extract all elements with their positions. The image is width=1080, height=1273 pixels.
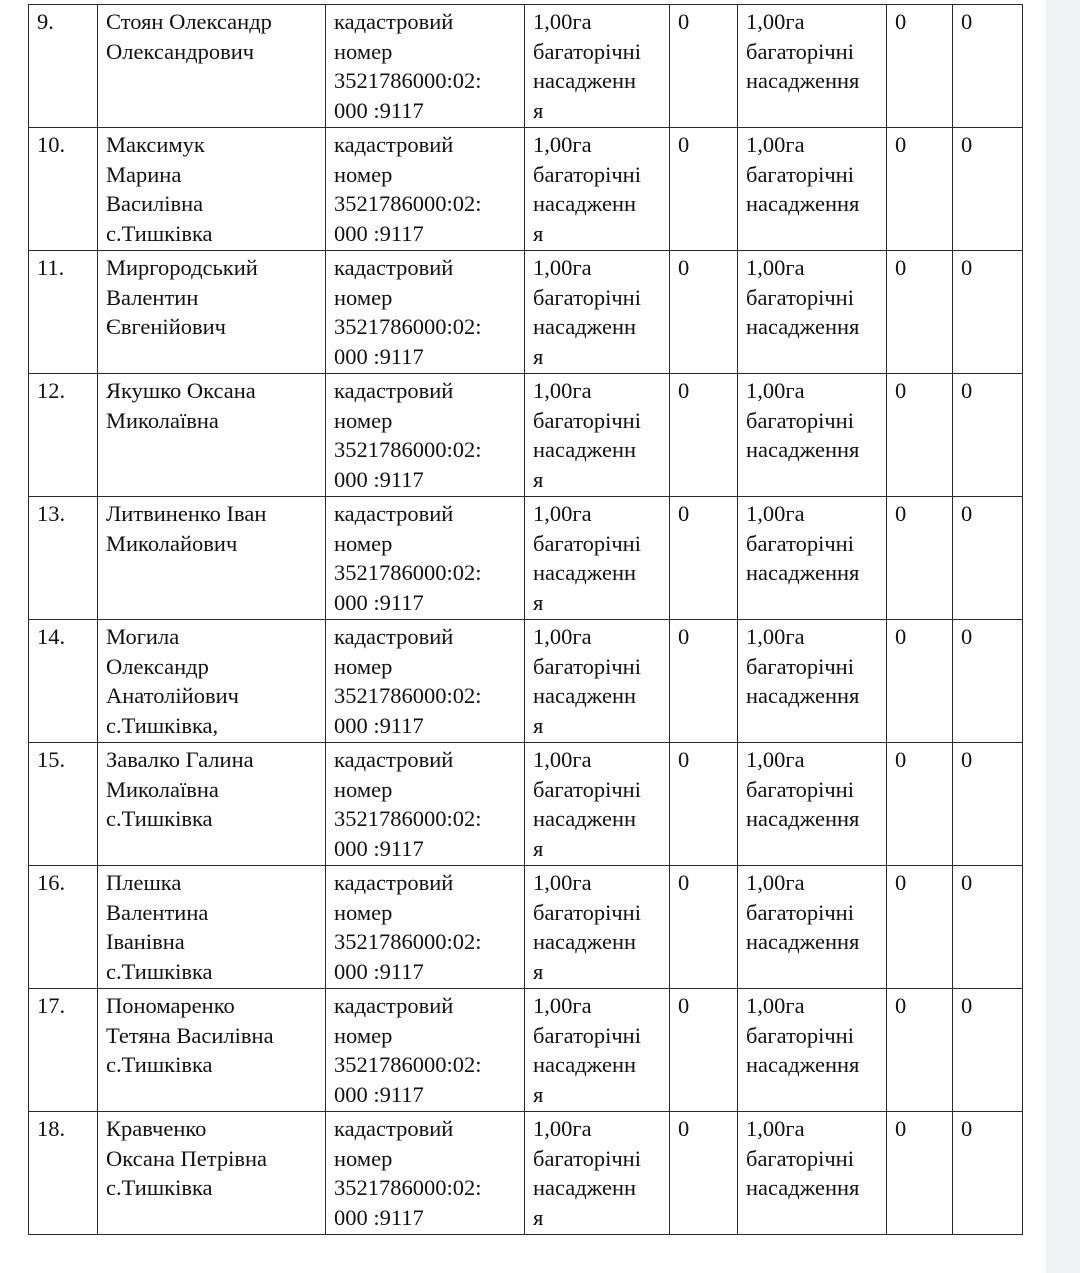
- row-number-cell: [29, 866, 98, 989]
- owner-name-cell: [98, 251, 326, 374]
- area-cell-second-text: 1,00га багаторічні насадження: [746, 993, 860, 1077]
- row-number-cell-text: 17.: [37, 993, 66, 1018]
- cadastral-number-cell: [326, 989, 525, 1112]
- table-row: [29, 620, 1023, 743]
- zero-value-cell-third-text: 0: [961, 378, 973, 403]
- scrollbar-track[interactable]: [1046, 0, 1080, 1273]
- table-row: [29, 1112, 1023, 1235]
- zero-value-cell: [670, 1112, 738, 1235]
- area-cell-text: 1,00га багаторічні насадженн я: [533, 993, 641, 1107]
- zero-value-cell-text: 0: [678, 255, 690, 280]
- zero-value-cell-text: 0: [678, 993, 690, 1018]
- area-cell: [525, 5, 670, 128]
- row-number-cell: [29, 251, 98, 374]
- cadastral-number-cell-text: кадастровий номер 3521786000:02: 000 :9117: [334, 501, 482, 615]
- zero-value-cell-third-text: 0: [961, 255, 973, 280]
- zero-value-cell-second-text: 0: [895, 501, 907, 526]
- owner-name-cell: [98, 989, 326, 1112]
- row-number-cell-text: 10.: [37, 132, 66, 157]
- owner-name-cell-text: Пономаренко Тетяна Василівна с.Тишківка: [106, 993, 274, 1077]
- cadastral-number-cell: [326, 128, 525, 251]
- table-body: [29, 5, 1023, 1235]
- row-number-cell: [29, 620, 98, 743]
- row-number-cell: [29, 374, 98, 497]
- area-cell-text: 1,00га багаторічні насадженн я: [533, 9, 641, 123]
- owner-name-cell: [98, 1112, 326, 1235]
- row-number-cell: [29, 5, 98, 128]
- zero-value-cell-second-text: 0: [895, 132, 907, 157]
- cadastral-number-cell-text: кадастровий номер 3521786000:02: 000 :9117: [334, 993, 482, 1107]
- area-cell-text: 1,00га багаторічні насадженн я: [533, 1116, 641, 1230]
- area-cell: [525, 866, 670, 989]
- land-parcel-table: [28, 4, 1023, 1235]
- owner-name-cell-text: Максимук Марина Василівна с.Тишківка: [106, 132, 213, 246]
- zero-value-cell-third-text: 0: [961, 1116, 973, 1141]
- zero-value-cell-text: 0: [678, 1116, 690, 1141]
- cadastral-number-cell-text: кадастровий номер 3521786000:02: 000 :9117: [334, 378, 482, 492]
- zero-value-cell-third-text: 0: [961, 747, 973, 772]
- zero-value-cell-second: [887, 866, 953, 989]
- zero-value-cell-third-text: 0: [961, 501, 973, 526]
- owner-name-cell: [98, 497, 326, 620]
- area-cell: [525, 374, 670, 497]
- table-row: [29, 374, 1023, 497]
- owner-name-cell: [98, 620, 326, 743]
- zero-value-cell-third-text: 0: [961, 870, 973, 895]
- area-cell-text: 1,00га багаторічні насадженн я: [533, 132, 641, 246]
- row-number-cell: [29, 497, 98, 620]
- zero-value-cell: [670, 128, 738, 251]
- zero-value-cell-second-text: 0: [895, 870, 907, 895]
- area-cell-text: 1,00га багаторічні насадженн я: [533, 378, 641, 492]
- zero-value-cell-second-text: 0: [895, 747, 907, 772]
- zero-value-cell-third: [953, 128, 1023, 251]
- area-cell: [525, 251, 670, 374]
- cadastral-number-cell: [326, 866, 525, 989]
- zero-value-cell-third: [953, 1112, 1023, 1235]
- row-number-cell-text: 12.: [37, 378, 66, 403]
- area-cell-second-text: 1,00га багаторічні насадження: [746, 378, 860, 462]
- table-row: [29, 743, 1023, 866]
- zero-value-cell-second: [887, 620, 953, 743]
- cadastral-number-cell: [326, 743, 525, 866]
- row-number-cell-text: 16.: [37, 870, 66, 895]
- zero-value-cell-third: [953, 743, 1023, 866]
- zero-value-cell-third: [953, 620, 1023, 743]
- area-cell-text: 1,00га багаторічні насадженн я: [533, 501, 641, 615]
- area-cell-second: [738, 1112, 887, 1235]
- owner-name-cell-text: Плешка Валентина Іванівна с.Тишківка: [106, 870, 213, 984]
- area-cell-second-text: 1,00га багаторічні насадження: [746, 9, 860, 93]
- zero-value-cell-second-text: 0: [895, 9, 907, 34]
- zero-value-cell: [670, 989, 738, 1112]
- area-cell-second: [738, 743, 887, 866]
- zero-value-cell: [670, 866, 738, 989]
- table-row: [29, 128, 1023, 251]
- area-cell-second-text: 1,00га багаторічні насадження: [746, 747, 860, 831]
- row-number-cell: [29, 128, 98, 251]
- area-cell-second: [738, 374, 887, 497]
- row-number-cell: [29, 1112, 98, 1235]
- owner-name-cell-text: Кравченко Оксана Петрівна с.Тишківка: [106, 1116, 268, 1200]
- owner-name-cell-text: Якушко Оксана Миколаївна: [106, 378, 256, 433]
- owner-name-cell-text: Стоян Олександр Олександрович: [106, 9, 272, 64]
- cadastral-number-cell-text: кадастровий номер 3521786000:02: 000 :9117: [334, 624, 482, 738]
- area-cell-second-text: 1,00га багаторічні насадження: [746, 870, 860, 954]
- row-number-cell-text: 13.: [37, 501, 66, 526]
- zero-value-cell-text: 0: [678, 132, 690, 157]
- zero-value-cell: [670, 497, 738, 620]
- owner-name-cell-text: Могила Олександр Анатолійович с.Тишківка,: [106, 624, 239, 738]
- zero-value-cell-second: [887, 251, 953, 374]
- area-cell: [525, 620, 670, 743]
- zero-value-cell-third: [953, 251, 1023, 374]
- area-cell-text: 1,00га багаторічні насадженн я: [533, 624, 641, 738]
- cadastral-number-cell: [326, 620, 525, 743]
- area-cell-second-text: 1,00га багаторічні насадження: [746, 1116, 860, 1200]
- owner-name-cell: [98, 866, 326, 989]
- cadastral-number-cell: [326, 374, 525, 497]
- area-cell-second-text: 1,00га багаторічні насадження: [746, 255, 860, 339]
- zero-value-cell-second: [887, 743, 953, 866]
- zero-value-cell: [670, 5, 738, 128]
- area-cell-second: [738, 5, 887, 128]
- area-cell-second-text: 1,00га багаторічні насадження: [746, 132, 860, 216]
- zero-value-cell-third: [953, 866, 1023, 989]
- owner-name-cell-text: Миргородський Валентин Євгенійович: [106, 255, 258, 339]
- area-cell-second: [738, 251, 887, 374]
- zero-value-cell-text: 0: [678, 870, 690, 895]
- cadastral-number-cell: [326, 1112, 525, 1235]
- row-number-cell: [29, 743, 98, 866]
- cadastral-number-cell-text: кадастровий номер 3521786000:02: 000 :9117: [334, 870, 482, 984]
- row-number-cell-text: 15.: [37, 747, 66, 772]
- zero-value-cell: [670, 620, 738, 743]
- zero-value-cell-second-text: 0: [895, 378, 907, 403]
- zero-value-cell-second: [887, 374, 953, 497]
- zero-value-cell: [670, 251, 738, 374]
- cadastral-number-cell: [326, 497, 525, 620]
- zero-value-cell-second: [887, 128, 953, 251]
- owner-name-cell-text: Завалко Галина Миколаївна с.Тишківка: [106, 747, 254, 831]
- table-row: [29, 866, 1023, 989]
- cadastral-number-cell-text: кадастровий номер 3521786000:02: 000 :9117: [334, 255, 482, 369]
- area-cell: [525, 497, 670, 620]
- cadastral-number-cell: [326, 5, 525, 128]
- zero-value-cell-second-text: 0: [895, 255, 907, 280]
- table-row: [29, 5, 1023, 128]
- zero-value-cell-third-text: 0: [961, 132, 973, 157]
- cadastral-number-cell-text: кадастровий номер 3521786000:02: 000 :9117: [334, 132, 482, 246]
- zero-value-cell-third: [953, 5, 1023, 128]
- zero-value-cell-second-text: 0: [895, 1116, 907, 1141]
- zero-value-cell-third-text: 0: [961, 624, 973, 649]
- table-row: [29, 497, 1023, 620]
- row-number-cell: [29, 989, 98, 1112]
- owner-name-cell: [98, 128, 326, 251]
- area-cell: [525, 1112, 670, 1235]
- zero-value-cell-text: 0: [678, 624, 690, 649]
- owner-name-cell: [98, 5, 326, 128]
- zero-value-cell-second: [887, 989, 953, 1112]
- row-number-cell-text: 11.: [37, 255, 65, 280]
- zero-value-cell-second-text: 0: [895, 993, 907, 1018]
- area-cell-text: 1,00га багаторічні насадженн я: [533, 255, 641, 369]
- area-cell-second: [738, 620, 887, 743]
- zero-value-cell-second-text: 0: [895, 624, 907, 649]
- owner-name-cell-text: Литвиненко Іван Миколайович: [106, 501, 267, 556]
- area-cell-second: [738, 497, 887, 620]
- zero-value-cell-text: 0: [678, 378, 690, 403]
- area-cell-text: 1,00га багаторічні насадженн я: [533, 870, 641, 984]
- zero-value-cell-second: [887, 497, 953, 620]
- zero-value-cell-text: 0: [678, 9, 690, 34]
- zero-value-cell-third-text: 0: [961, 993, 973, 1018]
- owner-name-cell: [98, 743, 326, 866]
- cadastral-number-cell: [326, 251, 525, 374]
- zero-value-cell-second: [887, 5, 953, 128]
- zero-value-cell: [670, 374, 738, 497]
- zero-value-cell-third: [953, 989, 1023, 1112]
- row-number-cell-text: 9.: [37, 9, 54, 34]
- table-row: [29, 989, 1023, 1112]
- area-cell-second-text: 1,00га багаторічні насадження: [746, 501, 860, 585]
- area-cell: [525, 128, 670, 251]
- cadastral-number-cell-text: кадастровий номер 3521786000:02: 000 :9117: [334, 1116, 482, 1230]
- row-number-cell-text: 18.: [37, 1116, 66, 1141]
- table-row: [29, 251, 1023, 374]
- cadastral-number-cell-text: кадастровий номер 3521786000:02: 000 :9117: [334, 9, 482, 123]
- area-cell-text: 1,00га багаторічні насадженн я: [533, 747, 641, 861]
- area-cell: [525, 743, 670, 866]
- zero-value-cell-text: 0: [678, 747, 690, 772]
- cadastral-number-cell-text: кадастровий номер 3521786000:02: 000 :9117: [334, 747, 482, 861]
- zero-value-cell-third: [953, 374, 1023, 497]
- zero-value-cell-second: [887, 1112, 953, 1235]
- zero-value-cell-third-text: 0: [961, 9, 973, 34]
- zero-value-cell-text: 0: [678, 501, 690, 526]
- zero-value-cell: [670, 743, 738, 866]
- area-cell-second: [738, 989, 887, 1112]
- area-cell: [525, 989, 670, 1112]
- zero-value-cell-third: [953, 497, 1023, 620]
- owner-name-cell: [98, 374, 326, 497]
- area-cell-second-text: 1,00га багаторічні насадження: [746, 624, 860, 708]
- row-number-cell-text: 14.: [37, 624, 66, 649]
- area-cell-second: [738, 866, 887, 989]
- area-cell-second: [738, 128, 887, 251]
